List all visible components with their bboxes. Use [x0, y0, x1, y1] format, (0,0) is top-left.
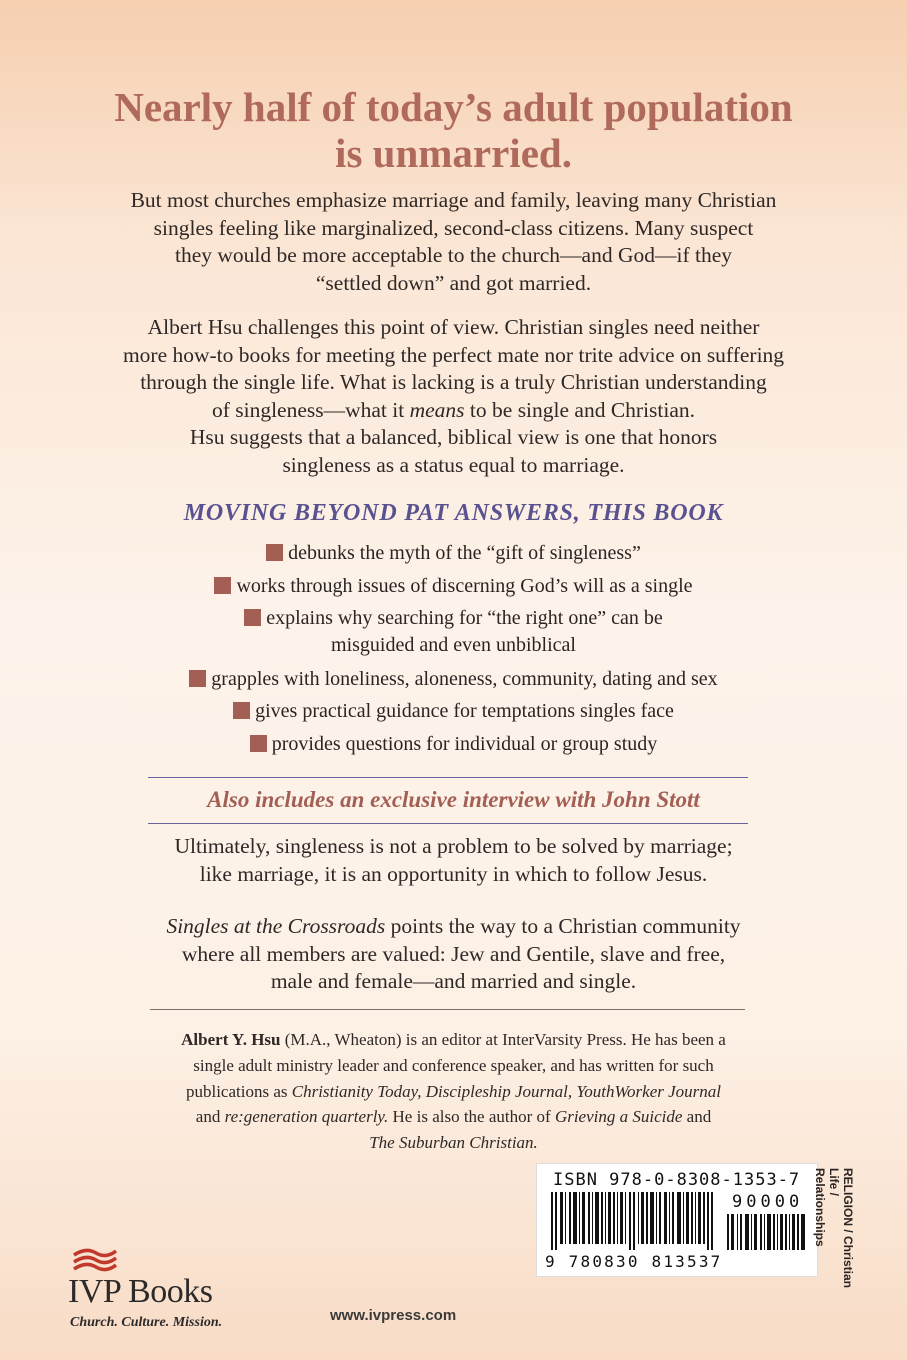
website-link[interactable]: www.ivpress.com: [330, 1307, 457, 1324]
crossroads-paragraph: Singles at the Crossroads points the way to a Christian community where all members are valued: Jew and Gentile, slave and free, male and female—and married and single.: [166, 914, 741, 993]
headline-line-2: is unmarried.: [335, 130, 572, 176]
divider: [148, 823, 748, 824]
callout: Also includes an exclusive interview with John Stott: [207, 787, 700, 812]
bullet-square-icon: [250, 735, 267, 752]
addon-barcode-icon: [727, 1214, 807, 1250]
headline: [60, 84, 847, 176]
author-bio: Albert Y. Hsu (M.A., Wheaton) is an editor at InterVarsity Press. He has been a single adult ministry leader and conference speaker, and has written for such publications as Christianity Today, Discipleship Journal, YouthWorker Journal and re:generation quarterly. He is also the author of Grieving a Suicide and The Suburban Christian.: [181, 1030, 726, 1153]
bullet-square-icon: [233, 702, 250, 719]
bullet-square-icon: [266, 544, 283, 561]
divider: [148, 777, 748, 778]
price-code: 90000: [732, 1192, 804, 1212]
bullet-square-icon: [244, 609, 261, 626]
conclusion-paragraph: Ultimately, singleness is not a problem to be solved by marriage; like marriage, it is an opportunity in which to follow Jesus.: [174, 834, 733, 886]
bullet-square-icon: [189, 670, 206, 687]
category-label: RELIGION / Christian Life / Relationships: [813, 1168, 855, 1289]
challenge-paragraph: Albert Hsu challenges this point of view. Christian singles need neither more how-to books for meeting the perfect mate nor trite advice on suffering through the single life. What is lacking is a truly Christian understanding of singleness—what it means to be single and Christian. Hsu suggests that a balanced, biblical view is one that honors singleness as a status equal to marriage.: [122, 315, 785, 477]
author-name: Albert Y. Hsu: [181, 1030, 281, 1049]
bullet-square-icon: [214, 577, 231, 594]
bullets-heading: MOVING BEYOND PAT ANSWERS, THIS BOOK: [183, 500, 724, 526]
list-item: gives practical guidance for temptations singles face: [60, 698, 847, 724]
publisher-name: IVP Books: [68, 1273, 213, 1310]
flag-swoosh-icon: [72, 1247, 118, 1273]
list-item: provides questions for individual or group study: [60, 731, 847, 757]
list-item: works through issues of discerning God’s will as a single: [60, 573, 847, 599]
intro-paragraph: But most churches emphasize marriage and family, leaving many Christian singles feeling like marginalized, second-class citizens. Many suspect they would be more acceptable to the church—and God—if they “settled down” and got married.: [130, 188, 777, 295]
isbn-barcode: [536, 1163, 818, 1277]
book-title: Singles at the Crossroads: [166, 914, 386, 938]
list-item: debunks the myth of the “gift of singleness”: [60, 540, 847, 566]
feature-list: [60, 540, 847, 763]
list-item: explains why searching for “the right one” can be misguided and even unbiblical: [60, 605, 847, 659]
list-item: grapples with loneliness, aloneness, community, dating and sex: [60, 666, 847, 692]
publisher-tagline: Church. Culture. Mission.: [70, 1315, 223, 1330]
headline-line-1: Nearly half of today’s adult population: [114, 84, 793, 130]
barcode-bars-icon: [551, 1192, 719, 1250]
publisher-logo: [68, 1247, 228, 1330]
isbn-text: ISBN 978-0-8308-1353-7: [553, 1170, 801, 1190]
divider: [150, 1009, 745, 1010]
barcode-digits: 9 780830 813537: [545, 1252, 723, 1271]
